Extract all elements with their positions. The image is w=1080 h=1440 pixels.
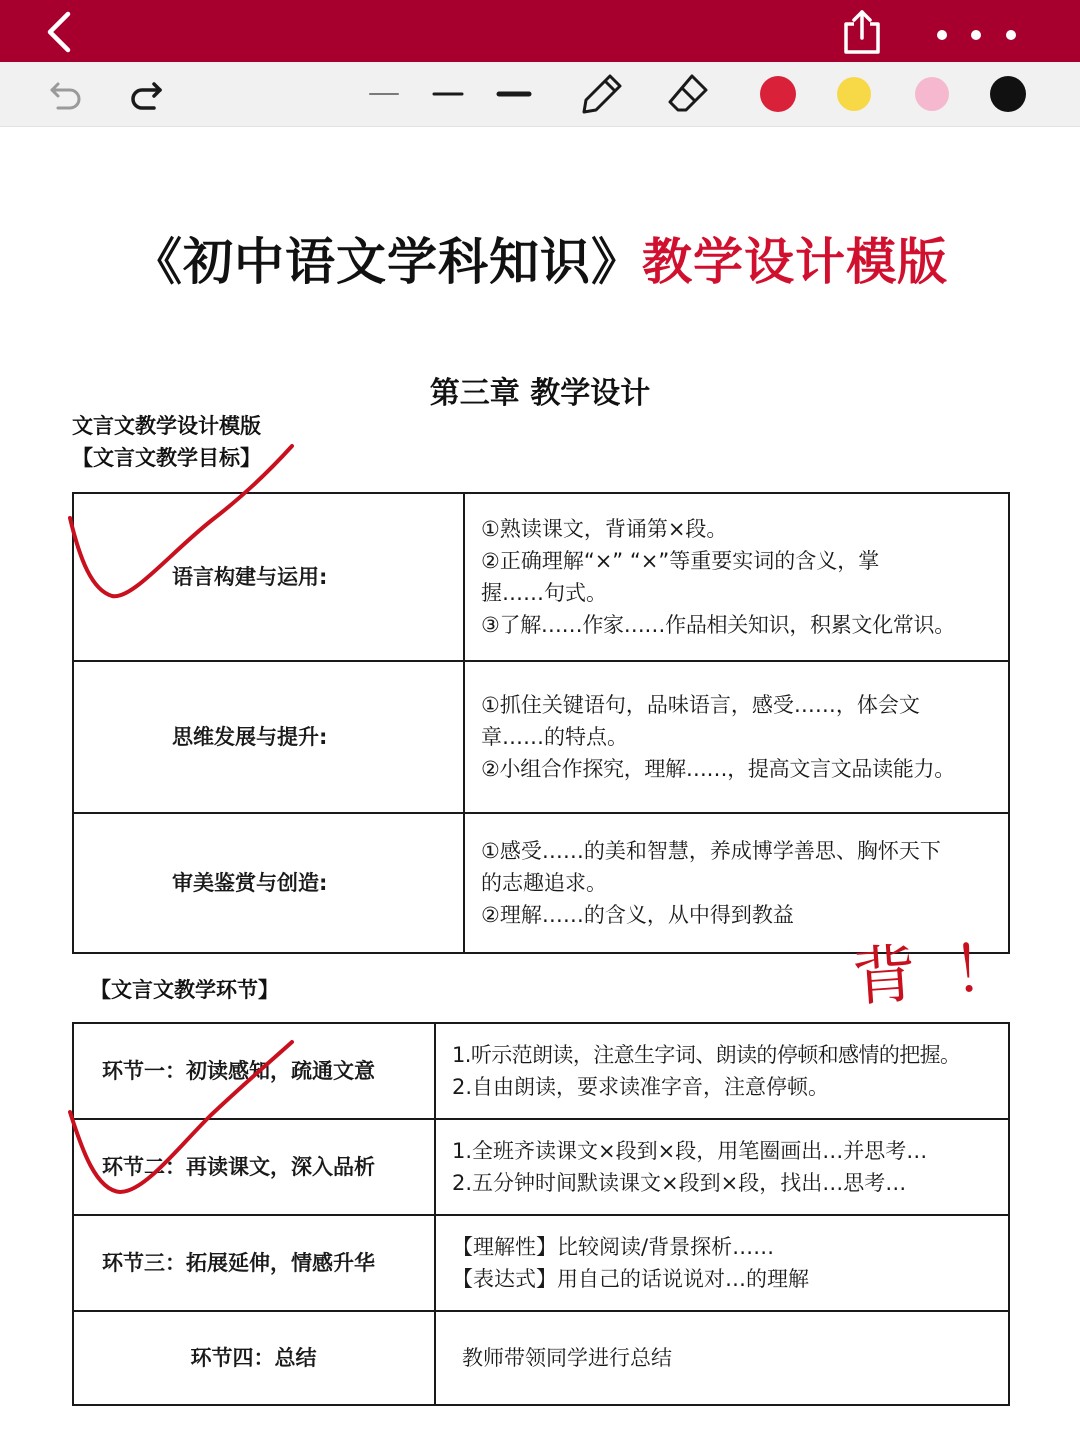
table-row bbox=[73, 1023, 1009, 1119]
step-value bbox=[435, 1311, 1009, 1405]
goal-key: 语言构建与运用: bbox=[73, 493, 464, 661]
color-yellow-swatch[interactable] bbox=[834, 74, 874, 114]
stroke-medium-icon bbox=[428, 82, 468, 106]
goals-label: 【文言文教学目标】 bbox=[72, 446, 261, 470]
stroke-width-thin[interactable] bbox=[364, 82, 404, 106]
teaching-goals-table bbox=[72, 492, 1010, 954]
step-key: 环节二：再读课文，深入品析 bbox=[73, 1119, 435, 1215]
goal-value bbox=[464, 813, 1009, 953]
drawing-toolbar bbox=[0, 62, 1080, 127]
goal-line: 章……的特点。 bbox=[481, 725, 628, 749]
step-line: 教师带领同学进行总结 bbox=[462, 1346, 672, 1370]
table-row bbox=[73, 813, 1009, 953]
eraser-tool-button[interactable] bbox=[664, 70, 712, 118]
back-button[interactable] bbox=[38, 10, 88, 54]
back-icon bbox=[38, 10, 88, 54]
step-key: 环节一：初读感知，疏通文意 bbox=[73, 1023, 435, 1119]
goal-line: ②小组合作探究，理解……，提高文言文品读能力。 bbox=[481, 757, 955, 781]
share-icon bbox=[836, 8, 888, 58]
undo-icon bbox=[44, 74, 88, 114]
goal-line: ①熟读课文，背诵第×段。 bbox=[481, 517, 728, 541]
step-line: 【表达式】用自己的话说说对…的理解 bbox=[452, 1267, 809, 1291]
stroke-width-medium[interactable] bbox=[428, 82, 468, 106]
goal-key: 思维发展与提升: bbox=[73, 661, 464, 813]
goal-key: 审美鉴赏与创造: bbox=[73, 813, 464, 953]
stroke-thick-icon bbox=[494, 82, 534, 106]
step-line: 2.自由朗读，要求读准字音，注意停顿。 bbox=[452, 1075, 830, 1099]
goal-value bbox=[464, 661, 1009, 813]
color-pink-swatch[interactable] bbox=[912, 74, 952, 114]
step-line: 1.听示范朗读，注意生字词、朗读的停顿和感情的把握。 bbox=[452, 1043, 961, 1067]
goal-line: 的志趣追求。 bbox=[481, 871, 607, 895]
goal-line: ②正确理解“×” “×”等重要实词的含义，掌 bbox=[481, 549, 880, 573]
step-value bbox=[435, 1119, 1009, 1215]
step-value bbox=[435, 1215, 1009, 1311]
step-key: 环节四：总结 bbox=[73, 1311, 435, 1405]
goal-line: ②理解……的含义，从中得到教益 bbox=[481, 903, 794, 927]
table-row bbox=[73, 1215, 1009, 1311]
goal-line: ③了解……作家……作品相关知识，积累文化常识。 bbox=[481, 613, 955, 637]
handwritten-note: 背！ bbox=[849, 928, 1055, 1016]
document-title bbox=[0, 222, 1080, 294]
top-app-bar bbox=[0, 0, 1080, 62]
table-row bbox=[73, 1119, 1009, 1215]
redo-button[interactable] bbox=[124, 74, 168, 114]
table-row bbox=[73, 661, 1009, 813]
table-row bbox=[73, 1311, 1009, 1405]
more-icon bbox=[925, 18, 1035, 48]
color-swatch-red bbox=[758, 74, 798, 114]
color-black-swatch[interactable] bbox=[988, 74, 1028, 114]
redo-icon bbox=[124, 74, 168, 114]
document-title-accent: 教学设计模版 bbox=[642, 233, 948, 291]
goal-value bbox=[464, 493, 1009, 661]
step-line: 【理解性】比较阅读/背景探析…… bbox=[452, 1235, 775, 1259]
eraser-icon bbox=[664, 70, 712, 118]
step-value bbox=[435, 1023, 1009, 1119]
table-row bbox=[73, 493, 1009, 661]
teaching-steps-table bbox=[72, 1022, 1010, 1406]
color-red-swatch[interactable] bbox=[758, 74, 798, 114]
color-swatch-yellow bbox=[834, 74, 874, 114]
color-swatch-pink bbox=[912, 74, 952, 114]
pen-tool-button[interactable] bbox=[578, 70, 626, 118]
color-swatch-black bbox=[988, 74, 1028, 114]
chapter-heading: 第三章 教学设计 bbox=[429, 376, 651, 411]
document-title-main: 《初中语文学科知识》 bbox=[132, 233, 642, 291]
step-line: 2.五分钟时间默读课文×段到×段，找出…思考… bbox=[452, 1171, 907, 1195]
undo-button[interactable] bbox=[44, 74, 88, 114]
goal-line: ①感受……的美和智慧，养成博学善思、胸怀天下 bbox=[481, 839, 941, 863]
steps-label: 【文言文教学环节】 bbox=[90, 978, 279, 1002]
goal-line: ①抓住关键语句，品味语言，感受……，体会文 bbox=[481, 693, 920, 717]
pen-icon bbox=[578, 70, 626, 118]
goal-line: 握……句式。 bbox=[481, 581, 607, 605]
step-line: 1.全班齐读课文×段到×段，用笔圈画出…并思考… bbox=[452, 1139, 928, 1163]
share-button[interactable] bbox=[836, 8, 888, 58]
stroke-thin-icon bbox=[364, 82, 404, 106]
step-key: 环节三：拓展延伸，情感升华 bbox=[73, 1215, 435, 1311]
more-button[interactable] bbox=[925, 18, 1035, 48]
section-label: 文言文教学设计模版 bbox=[72, 414, 261, 438]
stroke-width-thick[interactable] bbox=[494, 82, 534, 106]
